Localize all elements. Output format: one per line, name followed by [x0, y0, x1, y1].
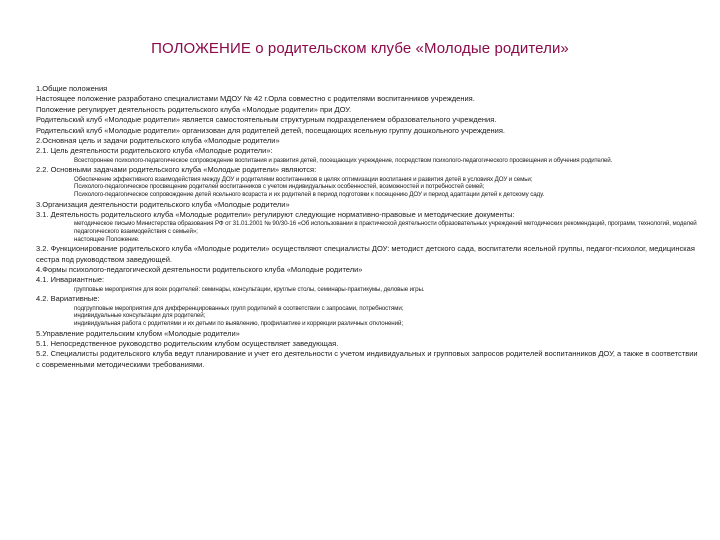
subsection-3-1: 3.1. Деятельность родительского клуба «Молодые родители» регулируют следующие нормативно-правовые и методические документы: — [36, 210, 515, 220]
paragraph: Родительский клуб «Молодые родители» является самостоятельным структурным подразделением образовательного учреждения. — [36, 115, 497, 125]
subsection-2-1: 2.1. Цель деятельности родительского клуба «Молодые родители»: — [36, 146, 273, 156]
sub-item: групповые мероприятия для всех родителей: семинары, консультации, круглые столы, семинары-практикумы, деловые игры. — [74, 285, 425, 293]
sub-item: Обеспечение эффективного взаимодействия между ДОУ и родителями воспитанников в целях оптимизации воспитания и развития детей в условиях ДОУ и семьи; — [74, 175, 533, 183]
sub-item: Психолого-педагогическое сопровождение детей ясельного возраста и их родителей в период подготовки к посещению ДОУ и период адаптации детей к детскому саду. — [74, 191, 545, 199]
paragraph: Настоящее положение разработано специалистами МДОУ № 42 г.Орла совместно с родителями воспитанников учреждения. — [36, 94, 475, 104]
subsection-2-2: 2.2. Основными задачами родительского клуба «Молодые родители» являются: — [36, 165, 317, 175]
sub-item: настоящее Положение. — [74, 235, 140, 243]
section-heading-2: 2.Основная цель и задачи родительского клуба «Молодые родители» — [36, 136, 280, 146]
section-heading-1: 1.Общие положения — [36, 84, 108, 93]
subsection-5-1: 5.1. Непосредственное руководство родительским клубом осуществляет заведующая. — [36, 339, 339, 349]
paragraph: Положение регулирует деятельность родительского клуба «Молодые родители» при ДОУ. — [36, 104, 352, 114]
section-heading-5: 5.Управление родительским клубом «Молодые родители» — [36, 328, 240, 338]
sub-item: индивидуальные консультации для родителей; — [74, 312, 206, 320]
section-heading-4: 4.Формы психолого-педагогической деятельности родительского клуба «Молодые родители» — [36, 265, 363, 275]
subsection-4-1: 4.1. Инвариантные: — [36, 275, 105, 285]
subsection-5-2: 5.2. Специалисты родительского клуба ведут планирование и учет его деятельности с учетом индивидуальных и групповых запросов родителей воспитанников ДОУ, а также в соответствии с современными методическими требованиями. — [36, 349, 698, 369]
sub-item: подгрупповые мероприятия для дифференцированных групп родителей в соответствии с запросами, потребностями; — [74, 304, 404, 312]
section-heading-3: 3.Организация деятельности родительского клуба «Молодые родители» — [36, 199, 290, 209]
subsection-3-2: 3.2. Функционирование родительского клуба «Молодые родители» осуществляют специалисты ДОУ: методист детского сада, воспитатели ясельной группы, педагог-психолог, медицинская сестра под руководством заведующей. — [36, 244, 695, 264]
page-title: ПОЛОЖЕНИЕ о родительском клубе «Молодые родители» — [151, 40, 569, 57]
sub-item: Психолого-педагогическое просвещение родителей воспитанников с учетом индивидуальных особенностей, возможностей и потребностей семей; — [74, 183, 485, 191]
sub-item: Всестороннее психолого-педагогическое сопровождение воспитания и развития детей, посещающих учреждение, посредством психолого-педагогического просвещения и обучения родителей. — [74, 156, 613, 164]
sub-item: индивидуальная работа с родителями и их детьми по выявлению, профилактике и коррекции различных отклонений; — [74, 320, 403, 328]
document-body — [36, 84, 698, 370]
sub-item: методическое письмо Министерства образования РФ от 31.01.2001 № 90/30-16 «Об использовании в практической деятельности образовательных учреждений методических рекомендаций, программ, технологий, моделей педагогического взаимодействия с семьей»; — [74, 220, 697, 236]
paragraph: Родительский клуб «Молодые родители» организован для родителей детей, посещающих ясельную группу дошкольного учреждения. — [36, 125, 506, 135]
subsection-4-2: 4.2. Вариативные: — [36, 294, 100, 304]
